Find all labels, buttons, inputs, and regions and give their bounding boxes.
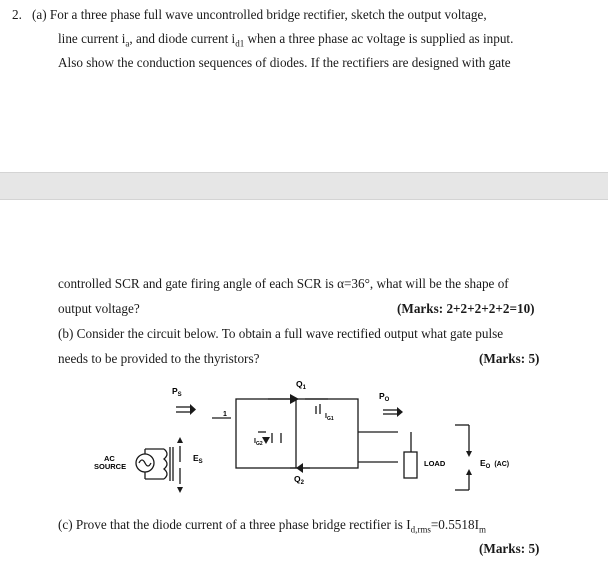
- part-a-line-5: output voltage?: [58, 301, 140, 316]
- sine-wave-glyph: [139, 460, 151, 466]
- ps-label: $P_S$: [172, 386, 182, 398]
- source-label: SOURCE: [94, 462, 127, 471]
- one-label: 1: [223, 411, 227, 418]
- part-c-line: (c) Prove that the diode current of a three phase bridge rectifier is $I_{d,rms}=0.5518I_m$: [58, 517, 486, 535]
- load-resistor: [404, 452, 417, 478]
- eo-label: $E_O$ $^{(AC)}$: [480, 458, 510, 470]
- part-b-line-2: needs to be provided to the thyristors?: [58, 351, 260, 366]
- es-label: $E_S$: [193, 453, 203, 465]
- q2-label: $Q_2$: [294, 474, 304, 486]
- page-separator: [0, 172, 608, 200]
- ig2-label: $I_{G2}$: [254, 438, 263, 447]
- ac-label: AC: [104, 454, 115, 463]
- part-a-marks: (Marks: 2+2+2+2+2=10): [397, 301, 535, 316]
- po-label: $P_O$: [379, 391, 390, 403]
- part-a-line-3: Also show the conduction sequences of diodes. If the rectifiers are designed with gate: [58, 55, 511, 70]
- part-a-line-4: controlled SCR and gate firing angle of each SCR is α=36°, what will be the shape of: [58, 276, 509, 291]
- part-a-line-2: line current $i_a$, and diode current $i_{d1}$ when a three phase ac voltage is supplied as input.: [58, 31, 514, 49]
- part-b-line-1: (b) Consider the circuit below. To obtain a full wave rectified output what gate pulse: [58, 326, 504, 341]
- transformer-primary-coil: [164, 449, 167, 479]
- q2-thyristor-symbol: [262, 437, 270, 444]
- page-top: [0, 0, 608, 172]
- bridge-enclosure: [236, 399, 358, 468]
- q1-label: $Q_1$: [296, 379, 306, 391]
- part-a-line-1: (a) For a three phase full wave uncontrolled bridge rectifier, sketch the output voltage,: [32, 7, 487, 22]
- load-label: LOAD: [424, 459, 446, 468]
- part-c-marks: (Marks: 5): [479, 541, 540, 556]
- q1-thyristor-symbol: [290, 394, 299, 404]
- ig1-label: $I_{G1}$: [325, 413, 334, 422]
- thyristor-circuit-diagram: [0, 200, 608, 569]
- page-bottom: [0, 200, 608, 569]
- question-number: 2.: [12, 7, 22, 22]
- part-b-marks: (Marks: 5): [479, 351, 540, 366]
